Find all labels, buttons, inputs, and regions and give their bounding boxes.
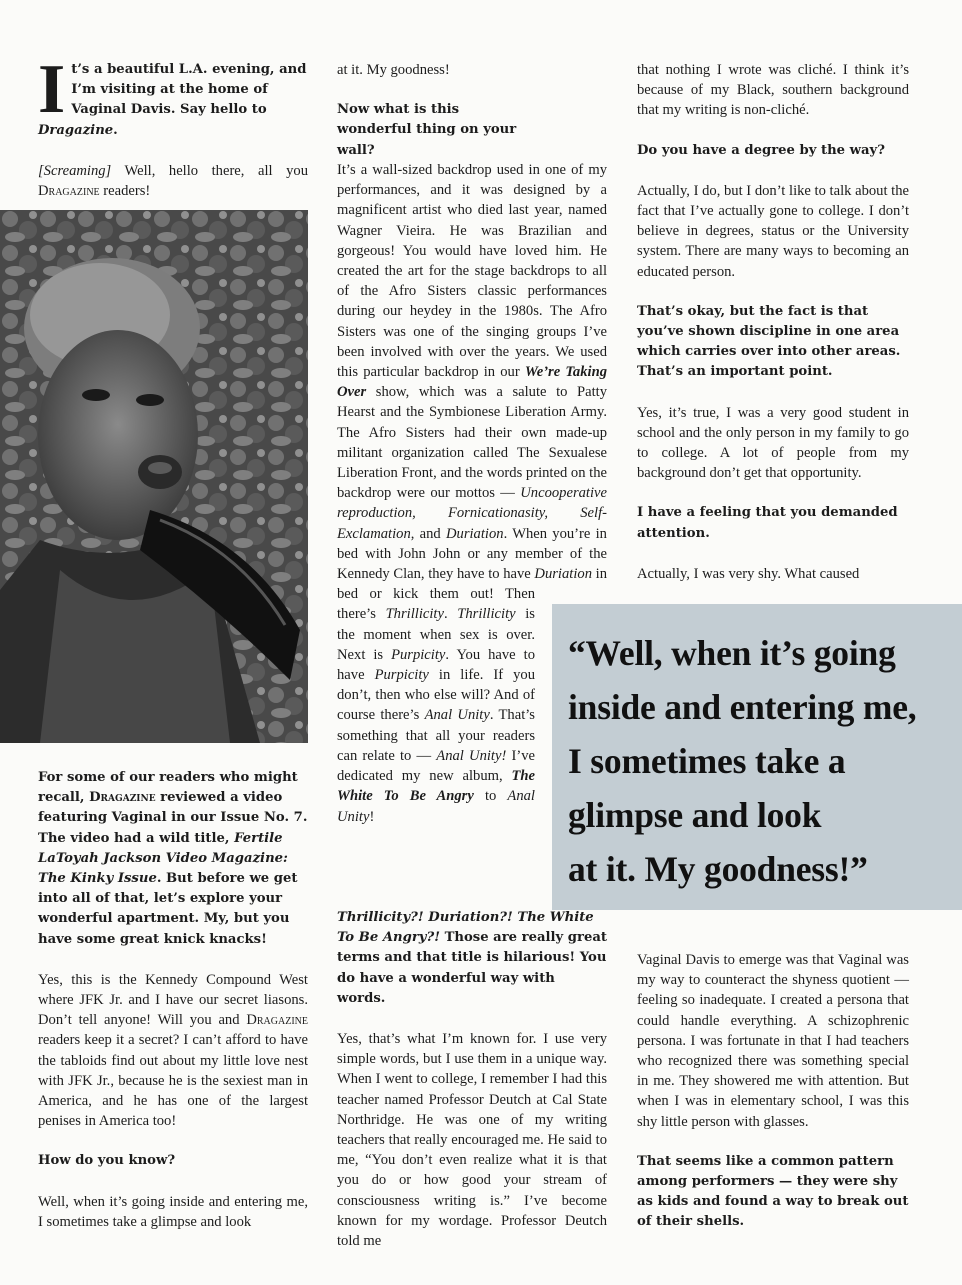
paragraph-well-end: at it. My goodness! bbox=[337, 62, 450, 78]
portrait-photo bbox=[0, 210, 308, 743]
question-discipline: That’s okay, but the fact is that you’ve shown discipline in one area which carries over into other areas. That’s an important point. bbox=[637, 303, 901, 380]
question-degree: Do you have a degree by the way? bbox=[637, 142, 885, 158]
column-3-lower bbox=[637, 950, 909, 1253]
pull-quote-line: glimpse and look bbox=[568, 795, 822, 835]
paragraph-screaming: [Screaming] Well, hello there, all you Dragazine readers! bbox=[38, 162, 308, 200]
paragraph-shy-start: Actually, I was very shy. What caused bbox=[637, 565, 860, 582]
pull-quote bbox=[568, 626, 958, 896]
question-how: How do you know? bbox=[38, 1153, 176, 1169]
paragraph-kennedy: Yes, this is the Kennedy Compound West where JFK Jr. and I have our secret liasons. Don’t tell anyone! Will you and Dragazine readers keep it a secret? I can’t afford to have the tabloids find out about my little love nest with JFK Jr., because he is the sexiest man in America, and he has one of the largest penises in America too! bbox=[38, 971, 308, 1130]
column-2-lower bbox=[337, 908, 607, 1271]
pull-quote-line: “Well, when it’s going bbox=[568, 633, 896, 673]
paragraph-degree: Actually, I do, but I don’t like to talk about the fact that I’ve actually gone to college. I don’t believe in degrees, status or the University system. There are many ways to becoming an educated person. bbox=[637, 182, 909, 280]
paragraph-student: Yes, it’s true, I was a very good student in school and the only person in my family to go to college. A lot of people from my background don’t get that opportunity. bbox=[637, 404, 909, 482]
question-terms: Thrillicity?! Duriation?! The White To Be Angry?! Those are really great terms and that title is hilarious! You do have a wonderful way with words. bbox=[337, 910, 608, 1006]
paragraph-well-start: Well, when it’s going inside and entering me, I sometimes take a glimpse and look bbox=[38, 1193, 308, 1230]
pull-quote-box bbox=[552, 604, 962, 910]
drop-cap: I bbox=[38, 51, 66, 128]
paragraph-simple: Yes, that’s what I’m known for. I use very simple words, but I use them in a unique way. When I went to college, I remember I had this teacher named Professor Deutch at Cal State Northridge. He was one of my writing teachers that really encouraged me. He said to me, “You don’t even realize what it is that you do or how good your stream of consciousness writing is.” I’ve become known for my wordage. Professor Deutch told me bbox=[337, 1031, 607, 1250]
question-attention: I have a feeling that you demanded attention. bbox=[637, 505, 898, 541]
pull-quote-line: I sometimes take a bbox=[568, 741, 846, 781]
paragraph-cliche: that nothing I wrote was cliché. I think it’s because of my Black, southern background that my writing is non-cliché. bbox=[637, 62, 909, 119]
portrait-photo-image bbox=[0, 210, 308, 743]
column-1-top bbox=[38, 51, 308, 221]
pull-quote-line: inside and entering me, bbox=[568, 687, 917, 727]
pull-quote-line: at it. My goodness!” bbox=[568, 849, 868, 889]
question-pattern: That seems like a common pattern among performers — they were shy as kids and found a way to break out of their shells. bbox=[637, 1153, 909, 1230]
paragraph-backdrop: It’s a wall-sized backdrop used in one of my performances, and it was designed by a magnificent artist who died last year, named Wagner Vieira. He was Brazilian and gorgeous! You would have loved him. He created the art for the stage backdrops to all of the Afro Sisters classic performances during our heydey in the 1980s. The Afro Sisters was one of the singing groups I’ve been involved with over the years. We used this particular backdrop in our We’re Taking Over show, which was a salute to Patty Hearst and the Symbionese Liberation Army. The Afro Sisters had their own made-up militant organization called The Sexualese Liberation Front, and the words printed on the backdrop were our mottos — Uncooperative reproduction, Fornicationasity, Self-Exclamation, and Duriation. When you’re in bed with John John or any member of the Kennedy Clan, they have to have Duriation in bed or kick them out! Then there’s Thrillicity. Thrillicity is the moment when sex is over. Next is Purpicity. You have to have Purpicity in life. If you don’t, then who else will? And of course there’s Anal Unity. That’s something that all your readers can relate to — Anal Unity! I’ve dedicated my new album, The White To Be Angry to Anal Unity! bbox=[337, 160, 607, 827]
paragraph-shy-end: Vaginal Davis to emerge was that Vaginal was my way to counteract the shyness quotient — feeling so inadequate. I created a persona that could handle everything. A schizophrenic persona. I was fortunate in that I had teachers who recognized there was something special in me. They showered me with attention. But when I was in elementary school, I was this shy little person with glasses. bbox=[637, 952, 909, 1130]
intro-lead: It’s a beautiful L.A. evening, and I’m visiting at the home of Vaginal Davis. Say hello to Dragazine. bbox=[38, 51, 307, 138]
question-wall: Now what is this wonderful thing on your wall? bbox=[337, 102, 517, 158]
question-readers: For some of our readers who might recall, Dragazine reviewed a video featuring Vaginal in our Issue No. 7. The video had a wild title, Fertile LaToyah Jackson Video Magazine: The Kinky Issue. But before we get into all of that, let’s explore your wonderful apartment. My, but you have some great knick knacks! bbox=[38, 770, 308, 947]
column-3 bbox=[637, 60, 909, 604]
column-1-bottom bbox=[38, 768, 308, 1252]
